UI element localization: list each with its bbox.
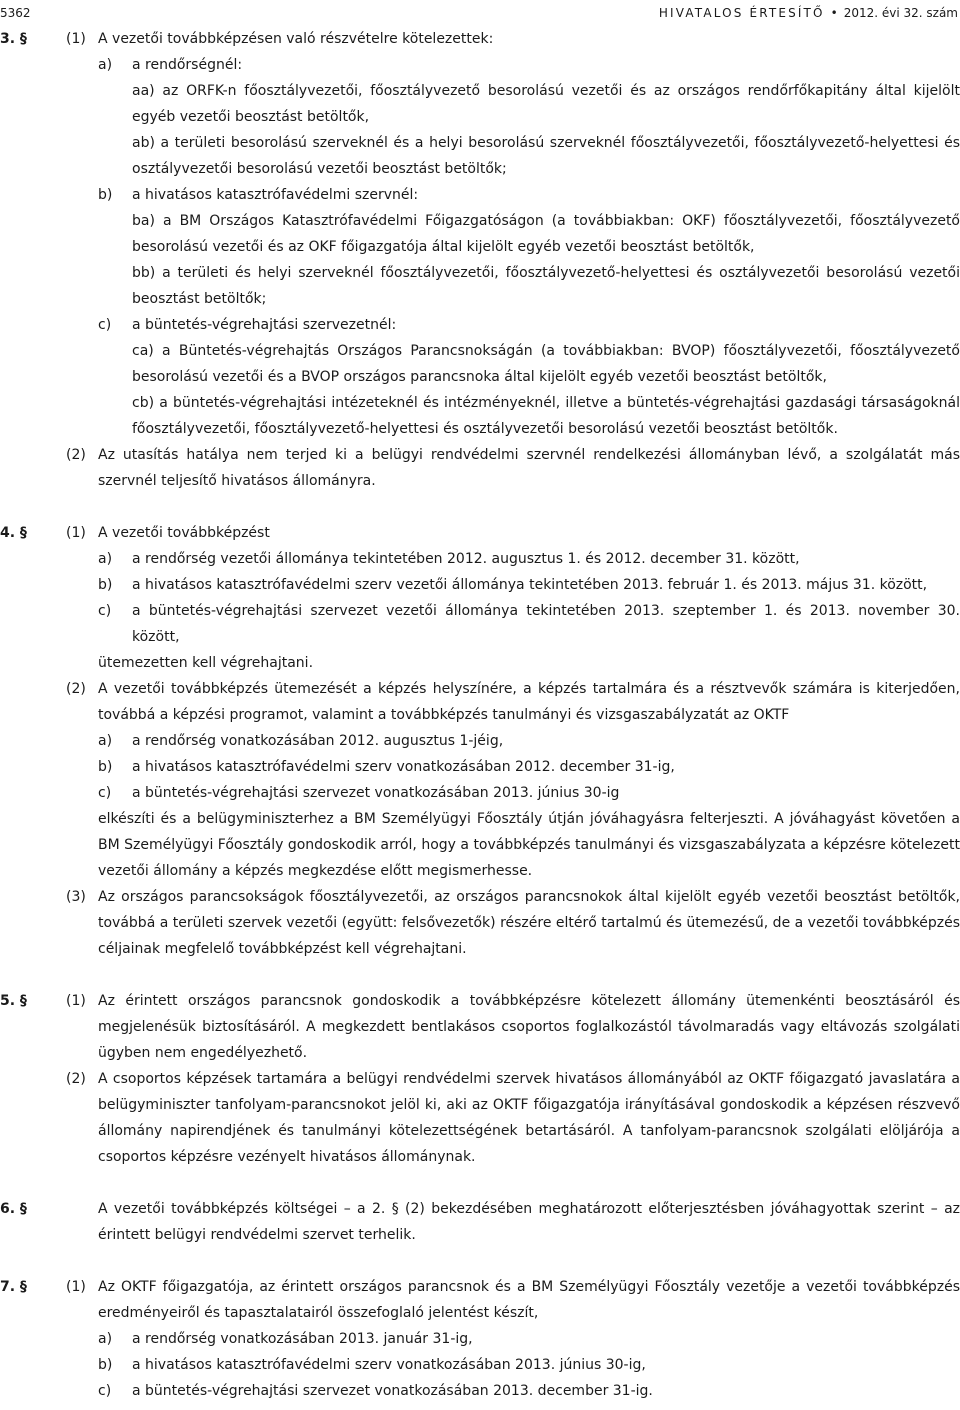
item-text: a büntetés-végrehajtási szervezet vezetői állománya tekintetében 2013. szeptember 1. és 2013. november 30. között,: [132, 603, 960, 645]
item-4-2-a: [0, 728, 960, 754]
item-letter: c): [98, 785, 112, 801]
issue-label: 2012. évi 32. szám: [843, 6, 958, 20]
paragraph-number: (1): [66, 525, 86, 541]
item-text: a büntetés-végrehajtási szervezet vonatkozásában 2013. december 31-ig.: [132, 1383, 653, 1399]
paragraph-4-1: [0, 520, 960, 546]
paragraph-text: Az érintett országos parancsnok gondoskodik a továbbképzésre kötelezett állomány ütemenkénti beosztásáról és megjelenésük biztosításáról. A megkezdett bentlakásos csoportos foglalkozástól távolmaradás vagy eltávozás szolgálati ügyben nem engedélyezhető.: [98, 993, 960, 1061]
paragraph-text: Az OKTF főigazgatója, az érintett országos parancsnok és a BM Személyügyi Főosztály vezetője a vezetői továbbképzés eredményeiről és tapasztalatairól összefoglaló jelentést készít,: [98, 1279, 960, 1321]
item-4-1-a: [0, 546, 960, 572]
section-5: [0, 988, 960, 1170]
publication-info: [659, 0, 960, 26]
paragraph-text: Az országos parancsokságok főosztályvezetői, az országos parancsnokok által kijelölt egyéb vezetői beosztást betöltők, továbbá a területi szervek vezetői (együtt: felsővezetők) részére eltérő tartalmú és ütemezésű, de a vezetői továbbképzés céljainak megfelelő továbbképzést kell végrehajtani.: [98, 889, 960, 957]
paragraph-6: A vezetői továbbképzés költségei – a 2. § (2) bekezdésében meghatározott előterjesztésben jóváhagyottak szerint – az érintett belügyi rendvédelmi szervet terhelik.: [98, 1201, 960, 1243]
item-text: a rendőrség vonatkozásában 2013. január 31-ig,: [132, 1331, 473, 1347]
bullet-separator: •: [830, 6, 838, 20]
item-text: a büntetés-végrehajtási szervezet vonatkozásában 2013. június 30-ig: [132, 785, 620, 801]
subitem-ca: ca) a Büntetés-végrehajtás Országos Parancsnokságán (a továbbiakban: BVOP) főosztályvezetői, főosztályvezető besorolású vezetői és a BVOP országos parancsnoka által kijelölt egyéb vezetői beosztást betöltők,: [132, 343, 960, 385]
section-number: 6. §: [0, 1201, 27, 1217]
item-4-2-c: [0, 780, 960, 806]
item-letter: a): [98, 551, 113, 567]
item-letter: c): [98, 317, 112, 333]
subitem-cb: cb) a büntetés-végrehajtási intézeteknél és intézményeknél, illetve a büntetés-végrehajtási gazdasági társaságoknál főosztályvezetői, főosztályvezető-helyettesi és osztályvezetői besorolású vezetői beosztást betöltők.: [132, 395, 960, 437]
item-text: a rendőrség vezetői állománya tekintetében 2012. augusztus 1. és 2012. december 31. között,: [132, 551, 800, 567]
paragraph-text: A vezetői továbbképzésen való részvételre kötelezettek:: [98, 31, 494, 47]
paragraph-text: A csoportos képzések tartamára a belügyi rendvédelmi szervek hivatásos állományából az OKTF főigazgató javaslatára a belügyminiszter tanfolyam-parancsnokot jelöl ki, aki az OKTF főigazgatója irányításával gondoskodik a képzésen részvevő állomány napirendjének és tanulmányi kötelezettségének betartásáról. A tanfolyam-parancsnok szolgálati elöljárója a csoportos képzésre vezényelt hivatásos állománynak.: [98, 1071, 960, 1165]
section-number: 5. §: [0, 993, 27, 1009]
paragraph-4-3: [0, 884, 960, 962]
item-text: a rendőrség vonatkozásában 2012. augusztus 1-jéig,: [132, 733, 504, 749]
publication-title: HIVATALOS ÉRTESÍTŐ: [658, 6, 825, 20]
subitem-ab: ab) a területi besorolású szerveknél és a helyi besorolású szerveknél főosztályvezetői, főosztályvezető-helyettesi és osztályvezetői besorolású vezetői beosztást betöltők;: [132, 135, 960, 177]
section-number: 7. §: [0, 1279, 27, 1295]
paragraph-5-1: [0, 988, 960, 1066]
paragraph-number: (2): [66, 681, 86, 697]
page-header: [0, 0, 960, 26]
item-4-1-b: [0, 572, 960, 598]
item-letter: b): [98, 1357, 113, 1373]
item-letter: b): [98, 187, 113, 203]
section-number: 3. §: [0, 31, 27, 47]
item-letter: c): [98, 603, 112, 619]
item-letter: b): [98, 577, 113, 593]
item-letter: b): [98, 759, 113, 775]
page-number: 5362: [0, 6, 31, 20]
item-3-1-c: [0, 312, 960, 338]
paragraph-3-1: [0, 26, 960, 52]
item-text: a rendőrségnél:: [132, 57, 243, 73]
paragraph-number: (1): [66, 1279, 86, 1295]
section-7: [0, 1274, 960, 1404]
paragraph-text: A vezetői továbbképzést: [98, 525, 270, 541]
section-4: [0, 520, 960, 962]
section-6: [0, 1196, 960, 1248]
paragraph-text: A vezetői továbbképzés ütemezését a képzés helyszínére, a képzés tartalmára és a résztvevők számára is kiterjedően, továbbá a képzési programot, valamint a továbbképzés tanulmányi és vizsgaszabályzatát az OKTF: [98, 681, 960, 723]
item-letter: a): [98, 1331, 113, 1347]
item-letter: a): [98, 733, 113, 749]
item-7-1-b: [0, 1352, 960, 1378]
paragraph-number: (1): [66, 993, 86, 1009]
paragraph-3-2: [0, 442, 960, 494]
section-number: 4. §: [0, 525, 27, 541]
item-text: a hivatásos katasztrófavédelmi szerv vonatkozásában 2012. december 31-ig,: [132, 759, 675, 775]
item-7-1-c: [0, 1378, 960, 1404]
item-letter: c): [98, 1383, 112, 1399]
paragraph-4-2: [0, 676, 960, 728]
item-text: a hivatásos katasztrófavédelmi szerv vonatkozásában 2013. június 30-ig,: [132, 1357, 646, 1373]
section-3: [0, 26, 960, 494]
paragraph-number: (2): [66, 447, 86, 463]
paragraph-4-2-outro: elkészíti és a belügyminiszterhez a BM Személyügyi Főosztály útján jóváhagyásra felterjeszti. A jóváhagyást követően a BM Személyügyi Főosztály gondoskodik arról, hogy a továbbképzés tanulmányi és vizsgaszabályzata a képzésre kötelezett vezetői állomány a képzés megkezdése előtt megismerhesse.: [98, 811, 960, 879]
paragraph-number: (2): [66, 1071, 86, 1087]
item-4-1-c: [0, 598, 960, 650]
item-letter: a): [98, 57, 113, 73]
item-text: a büntetés-végrehajtási szervezetnél:: [132, 317, 397, 333]
item-3-1-b: [0, 182, 960, 208]
subitem-aa: aa) az ORFK-n főosztályvezetői, főosztályvezető besorolású vezetői és az országos rendőrfőkapitány által kijelölt egyéb vezetői beosztást betöltők,: [132, 83, 960, 125]
document-body: [0, 26, 960, 1404]
paragraph-number: (3): [66, 889, 86, 905]
paragraph-text: Az utasítás hatálya nem terjed ki a belügyi rendvédelmi szervnél rendelkezési állományban lévő, a szolgálatát más szervnél teljesítő hivatásos állományra.: [98, 447, 960, 489]
subitem-ba: ba) a BM Országos Katasztrófavédelmi Főigazgatóságon (a továbbiakban: OKF) főosztályvezetői, főosztályvezető besorolású vezetői és az OKF főigazgatója által kijelölt egyéb vezetői beosztást betöltők,: [132, 213, 960, 255]
paragraph-7-1: [0, 1274, 960, 1326]
paragraph-4-1-outro: ütemezetten kell végrehajtani.: [98, 655, 314, 671]
item-text: a hivatásos katasztrófavédelmi szervnél:: [132, 187, 419, 203]
item-3-1-a: [0, 52, 960, 78]
paragraph-5-2: [0, 1066, 960, 1170]
item-7-1-a: [0, 1326, 960, 1352]
paragraph-number: (1): [66, 31, 86, 47]
item-4-2-b: [0, 754, 960, 780]
item-text: a hivatásos katasztrófavédelmi szerv vezetői állománya tekintetében 2013. február 1. és 2013. május 31. között,: [132, 577, 928, 593]
subitem-bb: bb) a területi és helyi szerveknél főosztályvezetői, főosztályvezető-helyettesi és osztályvezetői besorolású vezetői beosztást betöltők;: [132, 265, 960, 307]
